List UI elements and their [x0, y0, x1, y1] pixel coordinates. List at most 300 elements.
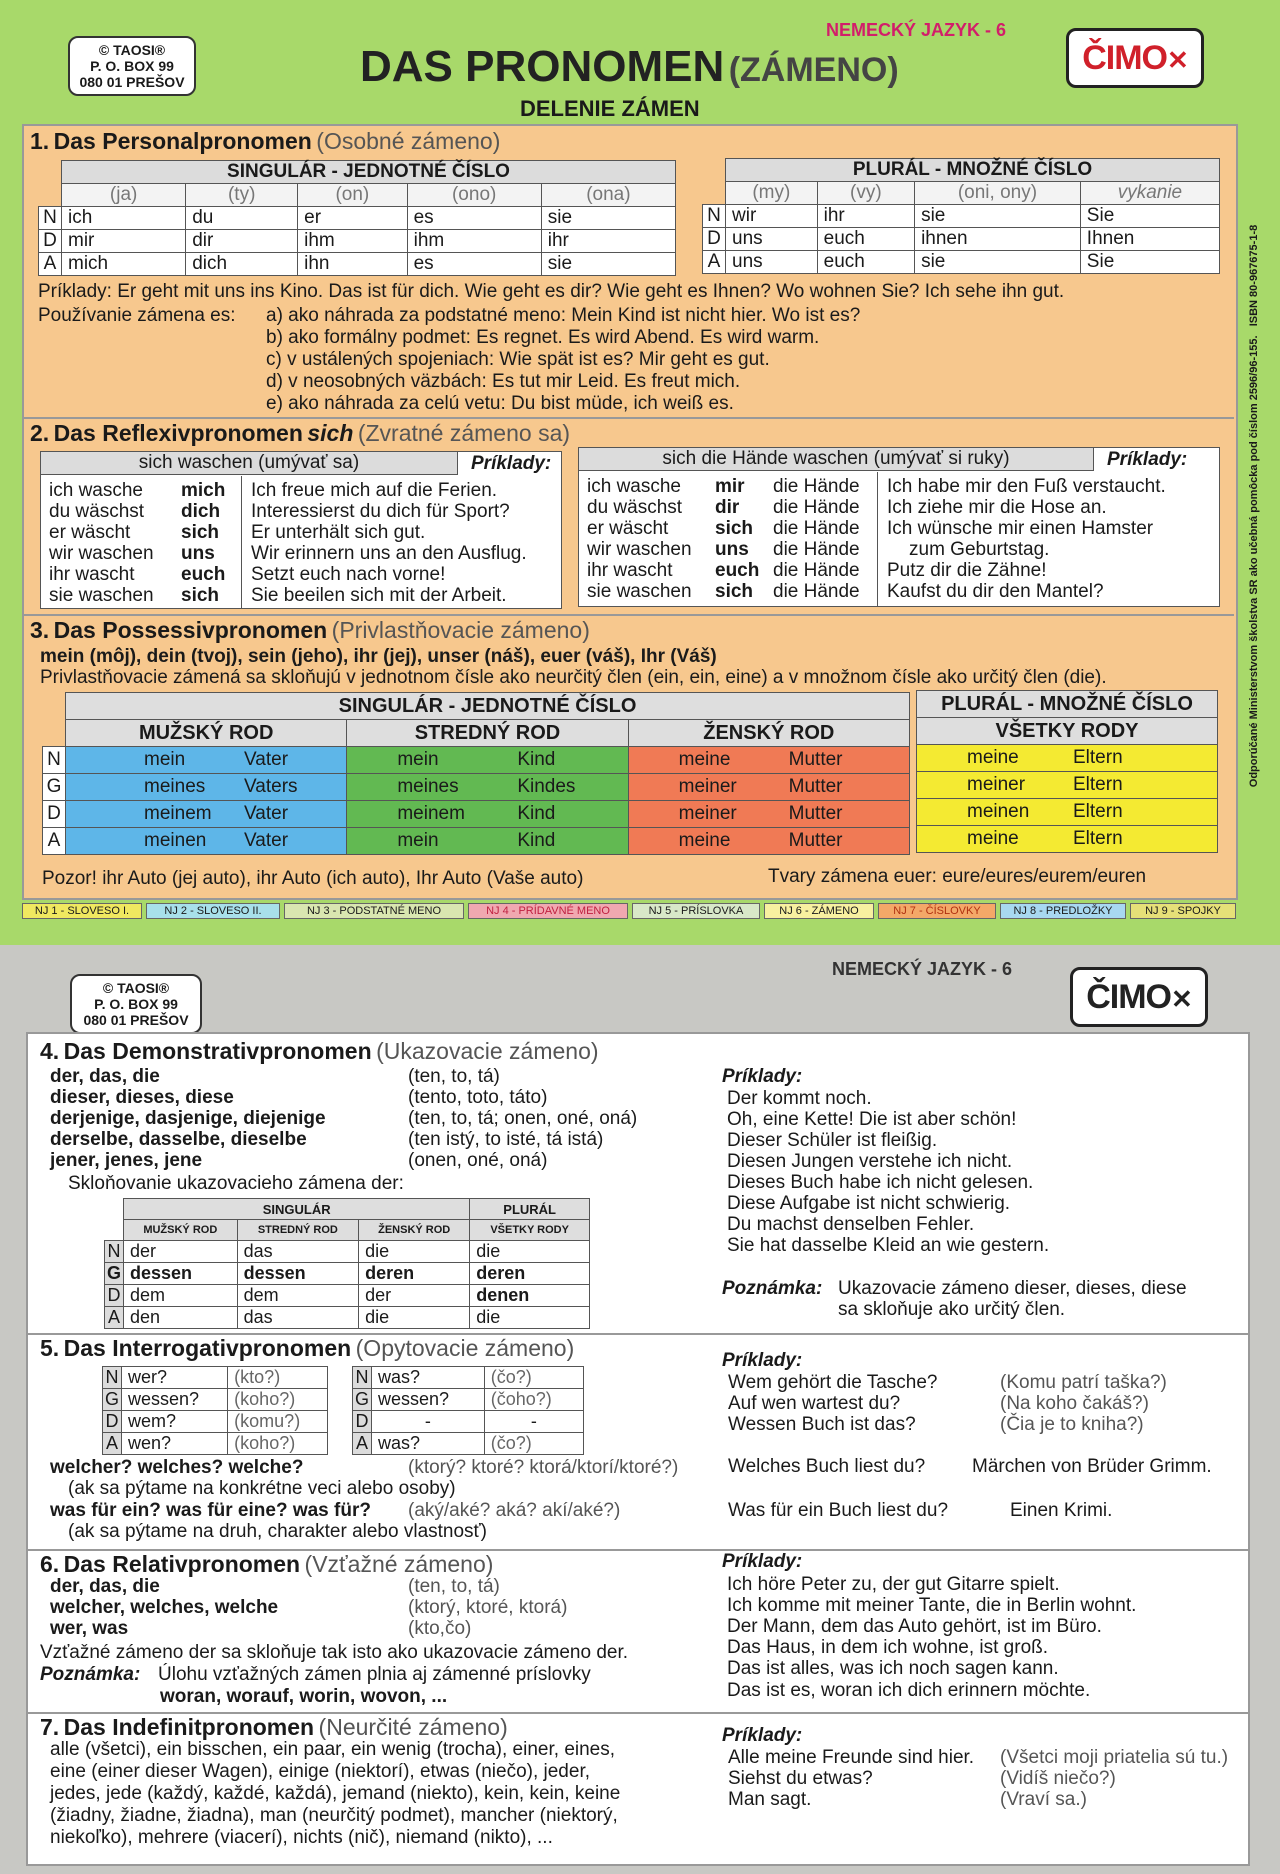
gender-head: VŠETKY RODY [470, 1220, 590, 1241]
interrog-table-wer [102, 1366, 328, 1455]
s3-line1: mein (môj), dein (tvoj), sein (jeho), ihr (jej), unser (náš), euer (váš), Ihr (Váš) [40, 646, 717, 667]
demo-translation: (tento, toto, táto) [408, 1087, 548, 1108]
example-line: Diesen Jungen verstehe ich nicht. [727, 1151, 1013, 1172]
case-label: G [105, 1263, 124, 1285]
noun: Mutter [788, 776, 843, 797]
form: meine [967, 747, 1019, 768]
verb-form: ihr wascht [49, 564, 135, 585]
verb-form: ihr wascht [587, 560, 673, 581]
cimo-logo: ČIMO✕ [1070, 967, 1208, 1027]
form: mein [397, 830, 439, 851]
pronoun: uns [715, 539, 749, 560]
cell: Sie [1080, 205, 1219, 228]
example-line: Sie beeilen sich mit der Arbeit. [251, 585, 507, 606]
pron-label: (ona) [541, 184, 675, 207]
cell: dessen [237, 1263, 359, 1285]
stamp-line: P. O. BOX 99 [94, 996, 178, 1012]
demo-translation: (ten, to, tá; onen, oné, oná) [408, 1108, 638, 1129]
example-line: Wir erinnern uns an den Ausflug. [251, 543, 527, 564]
s1-usage-e: e) ako náhrada za celú vetu: Du bist müde, ich weiß es. [266, 393, 734, 414]
cell: der [124, 1241, 238, 1263]
divider [22, 614, 1234, 616]
rel-translation: (ktorý, ktoré, ktorá) [408, 1597, 568, 1618]
cell: (kto?) [228, 1367, 328, 1389]
case-label: D [703, 228, 726, 251]
object: die Hände [773, 560, 860, 581]
cell: es [407, 207, 541, 230]
noun: Vaters [244, 776, 298, 797]
case-label: N [105, 1241, 124, 1263]
form: meine [678, 830, 731, 851]
rel-translation: (kto,čo) [408, 1618, 472, 1639]
pronoun: uns [181, 543, 215, 564]
cell: dir [186, 230, 298, 253]
pronoun: euch [715, 560, 760, 581]
cell: die [470, 1307, 590, 1329]
example-line: Ich ziehe mir die Hose an. [887, 497, 1107, 518]
indef-line: niekoľko), mehrere (viacerí), nichts (nič), niemand (nikto), ... [50, 1827, 553, 1848]
sg-head: SINGULÁR - JEDNOTNÉ ČÍSLO [66, 693, 910, 720]
footer-tab[interactable]: NJ 2 - SLOVESO II. [146, 903, 280, 919]
page-title: DAS PRONOMEN (ZÁMENO) [360, 42, 899, 91]
footer-tab[interactable]: NJ 9 - SPOJKY [1130, 903, 1236, 919]
s1-usage-d: d) v neosobných väzbách: Es tut mir Leid. Es freut mich. [266, 371, 741, 392]
section-6-heading: 6. Das Relativpronomen (Vzťažné zámeno) [40, 1551, 494, 1577]
demo-decl-table [104, 1198, 590, 1329]
case-label: N [353, 1367, 372, 1389]
case-label: A [703, 251, 726, 274]
verb-form: du wäschst [49, 501, 145, 522]
example-translation: (Všetci moji priatelia sú tu.) [1000, 1747, 1229, 1768]
example-line: Sie hat dasselbe Kleid an wie gestern. [727, 1235, 1050, 1256]
case-label: N [703, 205, 726, 228]
example-line: Das Haus, in dem ich wohne, ist groß. [727, 1637, 1049, 1658]
reflexive-right-head: sich die Hände waschen (umývať si ruky) [579, 448, 1094, 471]
personal-sg-table [38, 160, 676, 276]
pron-label: (ty) [186, 184, 298, 207]
decl-title: Skloňovanie ukazovacieho zámena der: [68, 1173, 404, 1194]
example-line: Setzt euch nach vorne! [251, 564, 446, 585]
noun: Eltern [1073, 774, 1123, 795]
object: die Hände [773, 497, 860, 518]
personal-pl-table [702, 158, 1220, 274]
interrog-translation: (ktorý? ktoré? ktorá/ktorí/ktoré?) [408, 1457, 679, 1478]
form: meinem [397, 803, 465, 824]
cell: sie [915, 251, 1081, 274]
cell: wer? [122, 1367, 228, 1389]
example-line: Putz dir die Zähne! [887, 560, 1047, 581]
section-5-heading: 5. Das Interrogativpronomen (Opytovacie zámeno) [40, 1335, 575, 1361]
noun: Vater [244, 830, 289, 851]
demo-form: der, das, die [50, 1066, 160, 1087]
examples-label: Príklady: [722, 1725, 803, 1746]
example-translation: (Komu patrí taška?) [1000, 1372, 1167, 1393]
stamp-line: 080 01 PREŠOV [79, 74, 185, 90]
pronoun: sich [715, 518, 754, 539]
cell: (čo?) [484, 1367, 583, 1389]
section-2-heading: 2. Das Reflexivpronomen sich (Zvratné zámeno sa) [30, 420, 571, 446]
cell: die [359, 1307, 470, 1329]
example-line: Er unterhält sich gut. [251, 522, 426, 543]
cell: dich [186, 253, 298, 276]
note-line: Úlohu vzťažných zámen plnia aj zámenné príslovky [158, 1664, 591, 1685]
case-label: N [39, 207, 62, 230]
noun: Eltern [1073, 801, 1123, 822]
verb-form: ich wasche [587, 476, 681, 497]
indef-line: jedes, jede (každý, každé, každá), jemand (niekto), kein, kein, keine [50, 1783, 621, 1804]
case-label: D [105, 1285, 124, 1307]
cell: (čo?) [484, 1433, 583, 1455]
cell: deren [470, 1263, 590, 1285]
note-line: sa skloňuje ako určitý člen. [838, 1299, 1066, 1320]
example-line: Was für ein Buch liest du? [728, 1500, 949, 1521]
form: meiner [678, 776, 737, 797]
cell: denen [470, 1285, 590, 1307]
pronoun: sich [715, 581, 754, 602]
interrog-note: (ak sa pýtame na konkrétne veci alebo osoby) [68, 1478, 456, 1499]
cell: ich [62, 207, 186, 230]
indef-line: eine (einer dieser Wagen), einige (niektorí), etwas (niečo), jeder, [50, 1761, 590, 1782]
cell: es [407, 253, 541, 276]
example-line: Man sagt. [728, 1789, 812, 1810]
example-line: Du machst denselben Fehler. [727, 1214, 975, 1235]
pronoun: dich [181, 501, 221, 522]
interrog-table-was [352, 1366, 584, 1455]
examples-label: Príklady: [722, 1551, 803, 1572]
cell: du [186, 207, 298, 230]
cell: wessen? [372, 1389, 485, 1411]
cell: - [484, 1411, 583, 1433]
case-label: A [43, 828, 66, 855]
object: die Hände [773, 518, 860, 539]
pl-head: PLURÁL - MNOŽNÉ ČÍSLO [726, 159, 1220, 182]
cell: mir [62, 230, 186, 253]
case-label: D [39, 230, 62, 253]
cell: er [298, 207, 407, 230]
footer-tab[interactable]: NJ 8 - PREDLOŽKY [1000, 903, 1126, 919]
example-line: Welches Buch liest du? [728, 1456, 926, 1477]
cell: ihr [817, 205, 914, 228]
example-translation: (Vraví sa.) [1000, 1789, 1087, 1810]
cell: das [237, 1307, 359, 1329]
form: mein [397, 749, 439, 770]
object: die Hände [773, 476, 860, 497]
stamp-line: © TAOSI® [102, 980, 170, 996]
cell: sie [541, 207, 675, 230]
noun: Vater [244, 803, 289, 824]
note-line: Ukazovacie zámeno dieser, dieses, diese [838, 1278, 1187, 1299]
example-line: Alle meine Freunde sind hier. [728, 1747, 975, 1768]
form: meine [967, 828, 1019, 849]
page-subtitle: DELENIE ZÁMEN [520, 96, 700, 121]
noun: Kind [517, 803, 556, 824]
cell: was? [372, 1433, 485, 1455]
s1-usage-a: a) ako náhrada za podstatné meno: Mein Kind ist nicht hier. Wo ist es? [266, 305, 861, 326]
indef-line: alle (všetci), ein bisschen, ein paar, ein wenig (trocha), einer, eines, [50, 1739, 616, 1760]
possessive-pl-table [916, 690, 1218, 853]
example-answer: Märchen von Brüder Grimm. [972, 1456, 1212, 1477]
noun: Kindes [517, 776, 576, 797]
case-label: A [353, 1433, 372, 1455]
rel-translation: (ten, to, tá) [408, 1576, 500, 1597]
s1-usage-b: b) ako formálny podmet: Es regnet. Es wird Abend. Es wird warm. [266, 327, 820, 348]
example-line: Oh, eine Kette! Die ist aber schön! [727, 1109, 1017, 1130]
case-label: A [39, 253, 62, 276]
cell: ihm [407, 230, 541, 253]
cell: deren [359, 1263, 470, 1285]
noun: Kind [517, 830, 556, 851]
subject-label: NEMECKÝ JAZYK - 6 [832, 959, 1013, 979]
example-line: Dieses Buch habe ich nicht gelesen. [727, 1172, 1034, 1193]
pron-label: (vy) [817, 182, 914, 205]
cell: wen? [122, 1433, 228, 1455]
example-line: Interessierst du dich für Sport? [251, 501, 510, 522]
example-line: Das ist alles, was ich noch sagen kann. [727, 1658, 1059, 1679]
divider [22, 417, 1234, 419]
noun: Eltern [1073, 747, 1123, 768]
case-label: D [43, 801, 66, 828]
cell: dessen [124, 1263, 238, 1285]
verb-form: er wäscht [49, 522, 131, 543]
cell: (koho?) [228, 1433, 328, 1455]
gender-head: STREDNÝ ROD [237, 1220, 359, 1241]
cell: die [470, 1241, 590, 1263]
cell: - [372, 1411, 485, 1433]
rel-form: der, das, die [50, 1576, 160, 1597]
cell: mich [62, 253, 186, 276]
example-line: Dieser Schüler ist fleißig. [727, 1130, 938, 1151]
verb-form: er wäscht [587, 518, 669, 539]
cell: (komu?) [228, 1411, 328, 1433]
gender-head: STREDNÝ ROD [347, 720, 628, 747]
case-label: N [103, 1367, 122, 1389]
example-line: Ich habe mir den Fuß verstaucht. [887, 476, 1166, 497]
cell: wem? [122, 1411, 228, 1433]
object: die Hände [773, 539, 860, 560]
example-line: Ich höre Peter zu, der gut Gitarre spielt. [727, 1574, 1060, 1595]
case-label: A [105, 1307, 124, 1329]
demo-translation: (ten istý, to isté, tá istá) [408, 1129, 604, 1150]
verb-form: wir waschen [49, 543, 154, 564]
verb-form: du wäschst [587, 497, 683, 518]
case-label: G [103, 1389, 122, 1411]
cell: uns [726, 251, 818, 274]
pl-head: PLURÁL - MNOŽNÉ ČÍSLO [917, 691, 1218, 718]
example-answer: Einen Krimi. [1010, 1500, 1113, 1521]
pronoun: dir [715, 497, 740, 518]
stamp-line: 080 01 PREŠOV [83, 1012, 189, 1028]
footer-tab[interactable]: NJ 3 - PODSTATNÉ MENO [284, 903, 464, 919]
cimo-logo: ČIMO✕ [1066, 28, 1204, 88]
cell: (čoho?) [484, 1389, 583, 1411]
footer-tab[interactable]: NJ 5 - PRÍSLOVKA [632, 903, 760, 919]
case-label: N [43, 747, 66, 774]
cell: uns [726, 228, 818, 251]
stamp-line: P. O. BOX 99 [90, 58, 174, 74]
s3-line2: Privlastňovacie zámená sa skloňujú v jednotnom čísle ako neurčitý člen (ein, ein, eine) a v množnom čísle ako určitý člen (die). [40, 667, 1107, 688]
s1-usage-c: c) v ustálených spojeniach: Wie spät ist es? Mir geht es gut. [266, 349, 770, 370]
noun: Kind [517, 749, 556, 770]
demo-translation: (onen, oné, oná) [408, 1150, 548, 1171]
footer-tab[interactable]: NJ 7 - ČÍSLOVKY [878, 903, 996, 919]
example-line: Der Mann, dem das Auto gehört, ist im Büro. [727, 1616, 1102, 1637]
indef-line: (žiadny, žiadne, žiadna), man (neurčitý podmet), mancher (niektorý, [50, 1805, 618, 1826]
example-line: Ich komme mit meiner Tante, die in Berlin wohnt. [727, 1595, 1137, 1616]
demo-form: derselbe, dasselbe, dieselbe [50, 1129, 307, 1150]
example-line: Diese Aufgabe ist nicht schwierig. [727, 1193, 1011, 1214]
pronoun: mir [715, 476, 745, 497]
example-line: Das ist es, woran ich dich erinnern möchte. [727, 1680, 1091, 1701]
gender-head: MUŽSKÝ ROD [124, 1220, 238, 1241]
s3-pozor: Pozor! ihr Auto (jej auto), ihr Auto (ich auto), Ihr Auto (Vaše auto) [42, 868, 584, 889]
example-line: zum Geburtstag. [909, 539, 1050, 560]
verb-form: ich wasche [49, 480, 143, 501]
cell: ihnen [915, 228, 1081, 251]
pronoun: mich [181, 480, 226, 501]
cell: ihn [298, 253, 407, 276]
note-label: Poznámka: [722, 1278, 823, 1299]
interrog-note: (ak sa pýtame na druh, charakter alebo vlastnosť) [68, 1521, 488, 1542]
cell: euch [817, 251, 914, 274]
form: meinem [144, 803, 212, 824]
cell: Ihnen [1080, 228, 1219, 251]
interrog-translation: (aký/aké? aká? akí/aké?) [408, 1500, 621, 1521]
pron-label: (ja) [62, 184, 186, 207]
form: meiner [967, 774, 1026, 795]
pl-head: PLURÁL [470, 1199, 590, 1220]
demo-translation: (ten, to, tá) [408, 1066, 500, 1087]
verb-form: sie waschen [587, 581, 692, 602]
note-label: Poznámka: [40, 1664, 141, 1685]
noun: Mutter [788, 803, 843, 824]
sg-head: SINGULÁR - JEDNOTNÉ ČÍSLO [62, 161, 676, 184]
footer-tab[interactable]: NJ 4 - PRÍDAVNÉ MENO [468, 903, 628, 919]
gender-head: ŽENSKÝ ROD [359, 1220, 470, 1241]
cell: was? [372, 1367, 485, 1389]
noun: Eltern [1073, 828, 1123, 849]
example-line: Siehst du etwas? [728, 1768, 873, 1789]
example-translation: (Čia je to kniha?) [1000, 1414, 1144, 1435]
pronoun: sich [181, 522, 220, 543]
example-line: Auf wen wartest du? [728, 1393, 901, 1414]
cell: wir [726, 205, 818, 228]
form: meinen [967, 801, 1030, 822]
cell: sie [541, 253, 675, 276]
cell: Sie [1080, 251, 1219, 274]
cell: das [237, 1241, 359, 1263]
cell: ihr [541, 230, 675, 253]
pronoun: euch [181, 564, 226, 585]
note-line: woran, worauf, worin, wovon, ... [160, 1686, 448, 1707]
form: meine [678, 749, 731, 770]
form: meines [397, 776, 459, 797]
pron-label: (my) [726, 182, 818, 205]
divider [241, 476, 242, 608]
case-label: G [43, 774, 66, 801]
form: mein [144, 749, 186, 770]
s3-tvary: Tvary zámena euer: eure/eures/eurem/euren [768, 866, 1147, 887]
gender-head: ŽENSKÝ ROD [628, 720, 909, 747]
cell: dem [237, 1285, 359, 1307]
rel-form: wer, was [50, 1618, 129, 1639]
pron-label: (on) [298, 184, 407, 207]
s1-usage-intro: Používanie zámena es: [38, 305, 236, 326]
section-7-heading: 7. Das Indefinitpronomen (Neurčité zámeno) [40, 1714, 508, 1740]
examples-label: Príklady: [1107, 449, 1188, 470]
verb-form: wir waschen [587, 539, 692, 560]
example-line: Wessen Buch ist das? [728, 1414, 916, 1435]
reflexive-left-head: sich waschen (umývať sa) [41, 452, 458, 475]
cell: sie [915, 205, 1081, 228]
section-1-heading: 1. Das Personalpronomen (Osobné zámeno) [30, 128, 501, 154]
demo-form: derjenige, dasjenige, diejenige [50, 1108, 326, 1129]
sg-head: SINGULÁR [124, 1199, 470, 1220]
form: meines [144, 776, 206, 797]
examples-label: Príklady: [722, 1066, 803, 1087]
case-label: A [103, 1433, 122, 1455]
cell: (koho?) [228, 1389, 328, 1411]
publisher-stamp [68, 36, 196, 96]
divider [877, 472, 878, 606]
example-line: Wem gehört die Tasche? [728, 1372, 938, 1393]
noun: Mutter [788, 830, 843, 851]
footer-tab[interactable]: NJ 6 - ZÁMENO [764, 903, 874, 919]
verb-form: sie waschen [49, 585, 154, 606]
demo-form: dieser, dieses, diese [50, 1087, 234, 1108]
cell: wessen? [122, 1389, 228, 1411]
example-line: Der kommt noch. [727, 1088, 872, 1109]
cell: euch [817, 228, 914, 251]
example-line: Ich freue mich auf die Ferien. [251, 480, 498, 501]
gender-head: MUŽSKÝ ROD [66, 720, 347, 747]
form: meinen [144, 830, 207, 851]
side-note: Odporúčané Ministerstvom školstva SR ako učebná pomôcka pod číslom 2596/96-155. ISBN 80-967675-1-8 [1248, 224, 1260, 788]
rel-form: welcher, welches, welche [50, 1597, 279, 1618]
stamp-line: © TAOSI® [98, 42, 166, 58]
reflexive-left-box [40, 451, 562, 609]
rel-line: Vzťažné zámeno der sa skloňuje tak isto ako ukazovacie zámeno der. [40, 1642, 629, 1663]
possessive-sg-table [42, 692, 910, 855]
cell: ihm [298, 230, 407, 253]
s1-examples: Príklady: Er geht mit uns ins Kino. Das ist für dich. Wie geht es dir? Wie geht es Ihnen? Wo wohnen Sie? Ich sehe ihn gut. [38, 281, 1065, 302]
examples-label: Príklady: [722, 1350, 803, 1371]
object: die Hände [773, 581, 860, 602]
example-translation: (Na koho čakáš?) [1000, 1393, 1149, 1414]
cell: die [359, 1241, 470, 1263]
section-4-heading: 4. Das Demonstrativpronomen (Ukazovacie zámeno) [40, 1038, 599, 1064]
example-line: Kaufst du dir den Mantel? [887, 581, 1104, 602]
demo-form: jener, jenes, jene [50, 1150, 203, 1171]
noun: Vater [244, 749, 289, 770]
case-label: D [353, 1411, 372, 1433]
case-label: G [353, 1389, 372, 1411]
publisher-stamp [70, 974, 202, 1034]
noun: Mutter [788, 749, 843, 770]
section-3-heading: 3. Das Possessivpronomen (Privlastňovacie zámeno) [30, 617, 590, 643]
gender-head: VŠETKY RODY [917, 718, 1218, 745]
pron-label: (ono) [407, 184, 541, 207]
pron-label: vykanie [1080, 182, 1219, 205]
interrog-line: was für ein? was für eine? was für? [50, 1500, 371, 1521]
cell: dem [124, 1285, 238, 1307]
example-line: Ich wünsche mir einen Hamster [887, 518, 1154, 539]
pronoun: sich [181, 585, 220, 606]
interrog-line: welcher? welches? welche? [50, 1457, 304, 1478]
form: meiner [678, 803, 737, 824]
cell: den [124, 1307, 238, 1329]
footer-tab[interactable]: NJ 1 - SLOVESO I. [22, 903, 142, 919]
examples-label: Príklady: [471, 453, 552, 474]
